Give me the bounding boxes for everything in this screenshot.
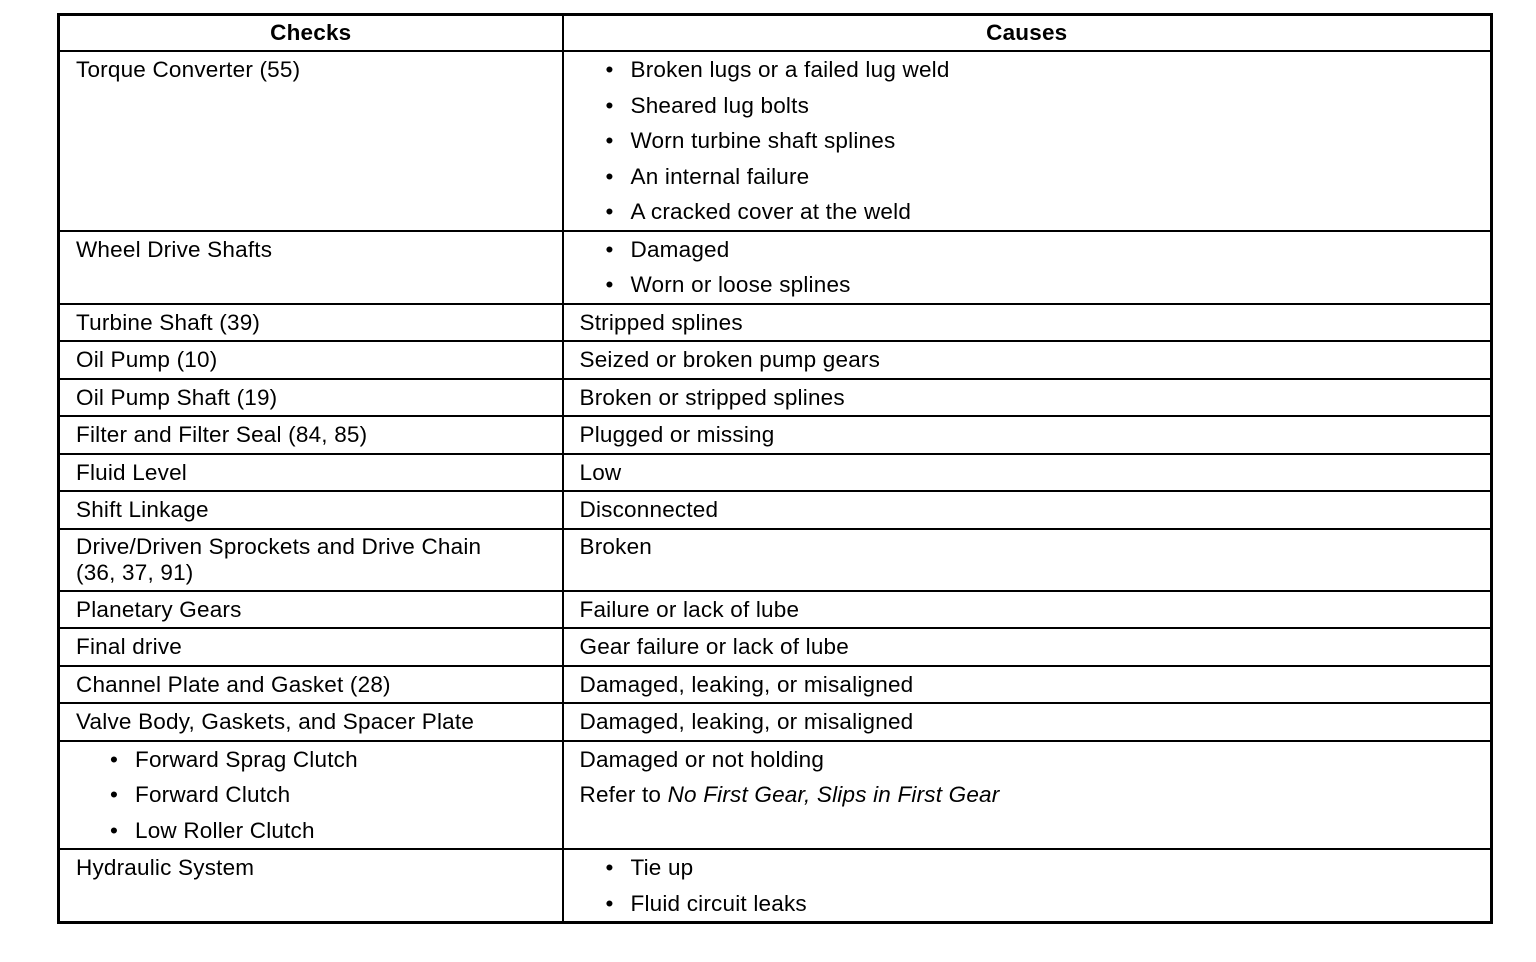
cause-cell: Broken [563, 529, 1492, 591]
check-cell [59, 51, 563, 231]
check-cell: Oil Pump Shaft (19) [59, 379, 563, 417]
cause-text: Damaged or not holding [579, 746, 825, 772]
refer-prefix: Refer to [579, 782, 662, 807]
table-row [59, 454, 1492, 492]
cause-cell [563, 741, 1492, 850]
cause-cell: Broken or stripped splines [563, 379, 1492, 417]
causes-column-header: Causes [563, 15, 1492, 52]
cause-cell [563, 51, 1492, 231]
check-label: Wheel Drive Shafts [76, 236, 273, 262]
check-label: Hydraulic System [76, 855, 255, 880]
check-cell: Channel Plate and Gasket (28) [59, 666, 563, 704]
check-label: Torque Converter (55) [76, 57, 301, 82]
cause-item: • Tie up [606, 850, 1491, 886]
cause-cell [563, 231, 1492, 304]
check-item: • Low Roller Clutch [110, 813, 562, 849]
check-label-line: (36, 37, 91) [76, 559, 194, 585]
cause-cell [563, 849, 1492, 923]
cause-cell: Disconnected [563, 491, 1492, 529]
check-cell: Oil Pump (10) [59, 341, 563, 379]
check-cell: Fluid Level [59, 454, 563, 492]
check-cell [59, 741, 563, 850]
table-row [59, 379, 1492, 417]
cause-cell: Low [563, 454, 1492, 492]
check-cell: Turbine Shaft (39) [59, 304, 563, 342]
cause-item: • A cracked cover at the weld [606, 194, 1491, 230]
check-cell [59, 849, 563, 923]
cause-item: • Sheared lug bolts [606, 88, 1491, 124]
table-header-row [59, 15, 1492, 52]
check-cell: Valve Body, Gaskets, and Spacer Plate [59, 703, 563, 741]
check-cell: Final drive [59, 628, 563, 666]
cause-item: • Broken lugs or a failed lug weld [606, 52, 1491, 88]
cause-item: • Fluid circuit leaks [606, 886, 1491, 922]
table-row [59, 529, 1492, 591]
table-row [59, 703, 1492, 741]
cause-item: • Worn or loose splines [606, 267, 1491, 303]
table-row [59, 666, 1492, 704]
cause-cell: Damaged, leaking, or misaligned [563, 666, 1492, 704]
table-row [59, 51, 1492, 231]
cause-item: • Damaged [606, 232, 1491, 268]
check-cell: Filter and Filter Seal (84, 85) [59, 416, 563, 454]
check-cell [59, 231, 563, 304]
refer-note [580, 777, 1491, 813]
check-cell: Planetary Gears [59, 591, 563, 629]
table-row [59, 628, 1492, 666]
table-row [59, 491, 1492, 529]
cause-list [580, 850, 1491, 921]
cause-cell: Damaged, leaking, or misaligned [563, 703, 1492, 741]
table-row [59, 741, 1492, 850]
cause-list [580, 52, 1491, 230]
table-row [59, 341, 1492, 379]
table-row [59, 591, 1492, 629]
refer-title: No First Gear, Slips in First Gear [667, 782, 1000, 807]
check-cell: Shift Linkage [59, 491, 563, 529]
check-item: • Forward Clutch [110, 777, 562, 813]
check-label-line: Drive/Driven Sprockets and Drive Chain [76, 533, 482, 559]
cause-cell: Stripped splines [563, 304, 1492, 342]
diagnosis-table [57, 13, 1493, 924]
cause-cell: Plugged or missing [563, 416, 1492, 454]
check-item: • Forward Sprag Clutch [110, 742, 562, 778]
table-row [59, 416, 1492, 454]
cause-list [580, 232, 1491, 303]
check-cell [59, 529, 563, 591]
cause-cell: Failure or lack of lube [563, 591, 1492, 629]
cause-item: • An internal failure [606, 159, 1491, 195]
table-row [59, 231, 1492, 304]
cause-cell: Gear failure or lack of lube [563, 628, 1492, 666]
table-row [59, 849, 1492, 923]
checks-column-header: Checks [59, 15, 563, 52]
check-list [76, 742, 562, 849]
cause-cell: Seized or broken pump gears [563, 341, 1492, 379]
table-row [59, 304, 1492, 342]
cause-item: • Worn turbine shaft splines [606, 123, 1491, 159]
